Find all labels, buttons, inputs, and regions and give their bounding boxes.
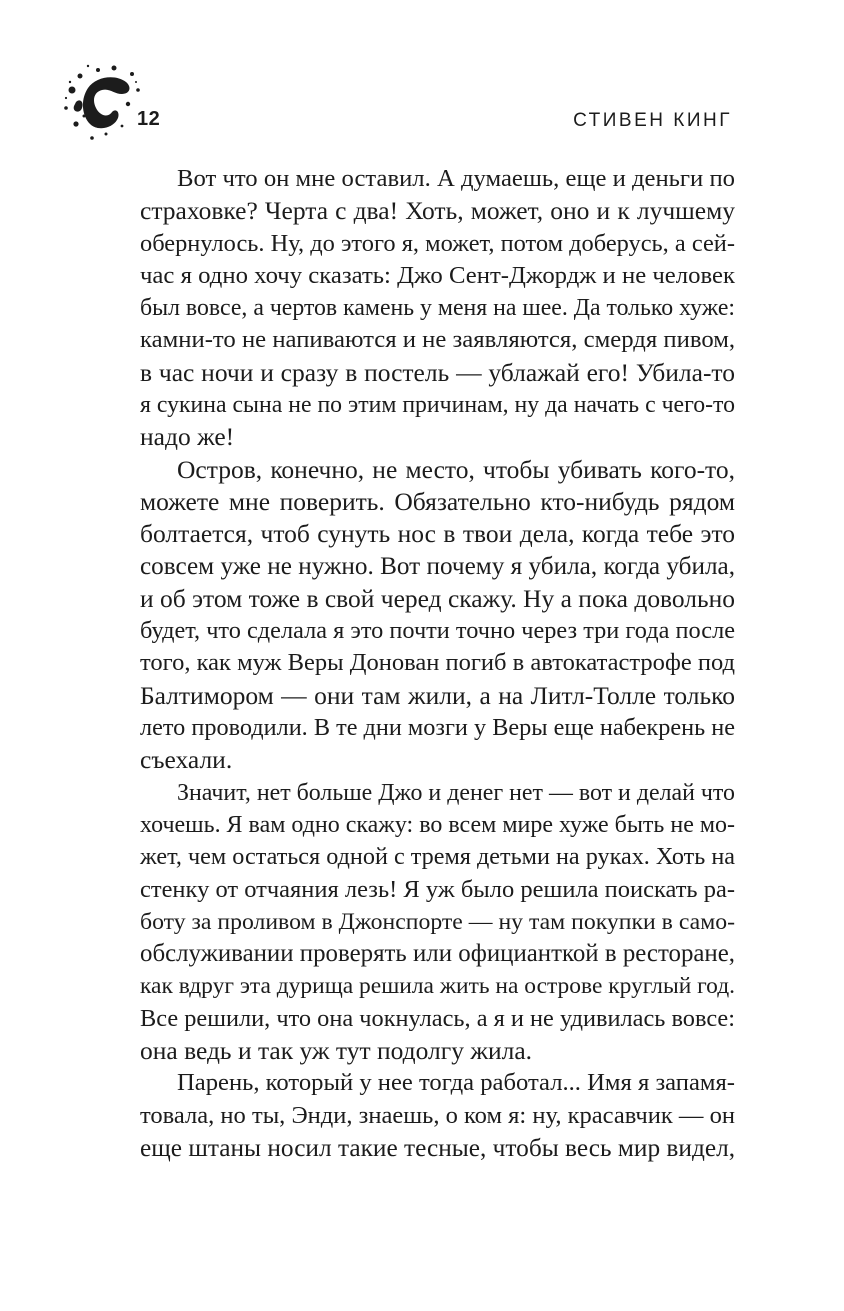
ink-splatter-icon — [62, 62, 146, 146]
page-number: 12 — [137, 108, 161, 130]
text-line: можете мне поверить. Обязательно кто-нибудь рядом — [140, 486, 735, 516]
paragraph — [140, 163, 735, 454]
text-line: как вдруг эта дурища решила жить на острове круглый год. — [140, 973, 736, 1000]
running-head: СТИВЕН КИНГ — [573, 110, 732, 131]
page-header — [0, 0, 844, 150]
text-line: обслуживании проверять или официанткой в ресторане, — [140, 940, 735, 968]
text-line: боту за проливом в Джонспорте — ну там покупки в само- — [140, 908, 735, 935]
text-line: Вот что он мне оставил. А думаешь, еще и деньги по — [177, 165, 735, 192]
paragraph — [140, 777, 735, 1068]
text-line: надо же! — [140, 422, 235, 452]
text-line: обернулось. Ну, до этого я, может, потом доберусь, а сей- — [140, 229, 735, 257]
text-line: того, как муж Веры Донован погиб в автокатастрофе под — [140, 649, 735, 677]
text-line: Парень, который у нее тогда работал... Имя я запамя- — [177, 1069, 735, 1097]
text-line: будет, что сделала я это почти точно через три года после — [140, 617, 735, 645]
text-line: был вовсе, а чертов камень у меня на шее. Да только хуже: — [140, 295, 735, 322]
paragraph — [140, 1067, 735, 1164]
text-line: товала, но ты, Энди, знаешь, о ком я: ну, красавчик — он — [140, 1101, 735, 1129]
text-line: жет, чем остаться одной с тремя детьми на руках. Хоть на — [140, 843, 735, 871]
text-line: стенку от отчаяния лезь! Я уж было решила поискать ра- — [140, 875, 735, 903]
text-line: съехали. — [140, 745, 233, 775]
text-line: Значит, нет больше Джо и денег нет — вот и делай что — [177, 779, 735, 806]
text-line: в час ночи и сразу в постель — ублажай его! Убила-то — [140, 357, 735, 387]
text-line: страховке? Черта с два! Хоть, может, оно и к лучшему — [140, 196, 735, 226]
text-line: еще штаны носил такие тесные, чтобы весь мир видел, — [140, 1133, 736, 1162]
text-line: и об этом тоже в свой черед скажу. Ну а пока довольно — [140, 583, 735, 613]
text-line: она ведь и так уж тут подолгу жила. — [140, 1036, 533, 1066]
text-line: я сукина сына не по этим причинам, ну да начать с чего-то — [140, 392, 735, 419]
text-line: совсем уже не нужно. Вот почему я убила, когда убила, — [140, 552, 735, 580]
text-line: лето проводили. В те дни мозги у Веры еще набекрень не — [140, 714, 735, 742]
text-line: Балтимором — они там жили, а на Литл-Толле только — [140, 680, 735, 710]
text-line: Остров, конечно, не место, чтобы убивать кого-то, — [177, 454, 735, 484]
text-line: Все решили, что она чокнулась, а я и не удивилась вовсе: — [140, 1004, 735, 1032]
body-text — [140, 163, 735, 1164]
text-line: час я одно хочу сказать: Джо Сент-Джордж и не человек — [140, 261, 735, 289]
paragraph — [140, 454, 735, 777]
text-line: камни-то не напиваются и не заявляются, смердя пивом, — [140, 326, 736, 354]
text-line: хочешь. Я вам одно скажу: во всем мире хуже быть не мо- — [140, 811, 735, 838]
text-line: болтается, чтоб сунуть нос в твои дела, когда тебе это — [140, 519, 735, 549]
